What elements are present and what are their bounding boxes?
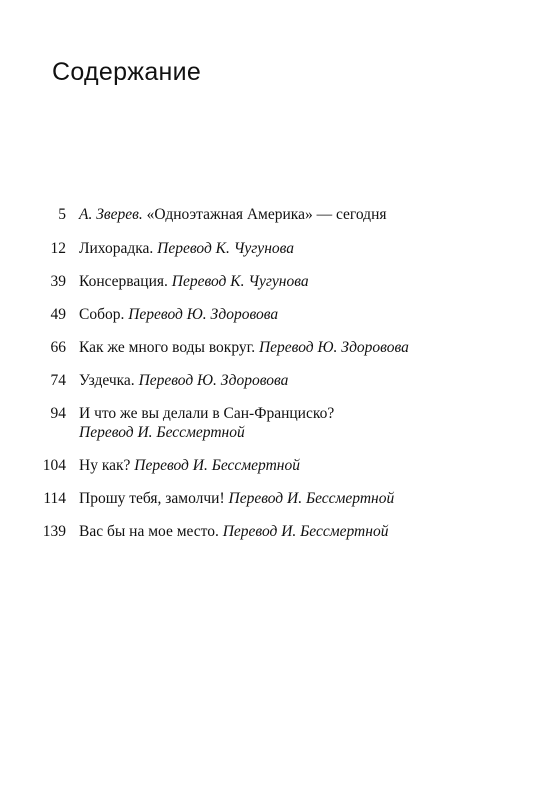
page-number: 66 bbox=[50, 339, 66, 356]
entry-title: Прошу тебя, замолчи! bbox=[79, 490, 225, 507]
page-number: 104 bbox=[42, 457, 66, 474]
entry-translator: Перевод К. Чугунова bbox=[157, 240, 295, 257]
entry-line bbox=[79, 338, 516, 357]
entry-text bbox=[79, 489, 546, 508]
entry-author: А. Зверев. bbox=[79, 206, 143, 223]
page-number: 5 bbox=[58, 206, 66, 223]
entry-title: Вас бы на мое место. bbox=[79, 523, 219, 540]
entry-text bbox=[79, 272, 546, 291]
entry-text bbox=[79, 404, 546, 442]
toc-entry bbox=[0, 239, 546, 258]
entry-title: Ну как? bbox=[79, 457, 131, 474]
entry-line bbox=[79, 239, 516, 258]
toc-entry bbox=[0, 456, 546, 475]
entry-title: Консервация. bbox=[79, 273, 168, 290]
page-title: Содержание bbox=[52, 58, 202, 86]
entry-translator: Перевод Ю. Здоровова bbox=[128, 306, 279, 323]
entry-title: И что же вы делали в Сан-Франциско? bbox=[79, 405, 335, 422]
entry-line bbox=[79, 371, 516, 390]
entry-text bbox=[79, 338, 546, 357]
entry-line bbox=[79, 305, 516, 324]
entry-line bbox=[79, 272, 516, 291]
entry-text bbox=[79, 305, 546, 324]
entry-line bbox=[79, 404, 516, 423]
page-number: 39 bbox=[50, 273, 66, 290]
entry-translator: Перевод К. Чугунова bbox=[171, 273, 309, 290]
entry-line bbox=[79, 522, 516, 541]
page-number: 12 bbox=[50, 240, 66, 257]
toc-entry bbox=[0, 371, 546, 390]
toc-entry bbox=[0, 305, 546, 324]
entry-translator: Перевод И. Бессмертной bbox=[228, 490, 395, 507]
entry-translator: Перевод И. Бессмертной bbox=[79, 424, 245, 441]
entry-text bbox=[79, 522, 546, 541]
entry-translator: Перевод Ю. Здоровова bbox=[258, 339, 409, 356]
page-number: 49 bbox=[50, 306, 66, 323]
entry-line bbox=[79, 423, 516, 442]
entry-translator: Перевод Ю. Здоровова bbox=[138, 372, 289, 389]
toc-entry bbox=[0, 522, 546, 541]
entry-translator: Перевод И. Бессмертной bbox=[222, 523, 389, 540]
toc-entry bbox=[0, 489, 546, 508]
entry-title: Собор. bbox=[79, 306, 125, 323]
entry-title: Лихорадка. bbox=[79, 240, 154, 257]
toc-entry bbox=[0, 338, 546, 357]
entry-title: «Одноэтажная Америка» — сегодня bbox=[146, 206, 387, 223]
entry-line bbox=[79, 489, 516, 508]
table-of-contents bbox=[0, 205, 546, 555]
entry-text bbox=[79, 371, 546, 390]
page-number: 114 bbox=[43, 490, 66, 507]
entry-translator: Перевод И. Бессмертной bbox=[134, 457, 300, 474]
entry-text bbox=[79, 239, 546, 258]
toc-entry bbox=[0, 205, 546, 224]
toc-entry bbox=[0, 404, 546, 442]
toc-entry bbox=[0, 272, 546, 291]
entry-title: Как же много воды вокруг. bbox=[79, 339, 256, 356]
page-number: 74 bbox=[50, 372, 66, 389]
entry-text bbox=[79, 456, 546, 475]
entry-line bbox=[79, 205, 516, 224]
entry-line bbox=[79, 456, 516, 475]
entry-title: Уздечка. bbox=[79, 372, 135, 389]
entry-text bbox=[79, 205, 546, 224]
page-number: 94 bbox=[50, 405, 66, 422]
page-number: 139 bbox=[42, 523, 66, 540]
